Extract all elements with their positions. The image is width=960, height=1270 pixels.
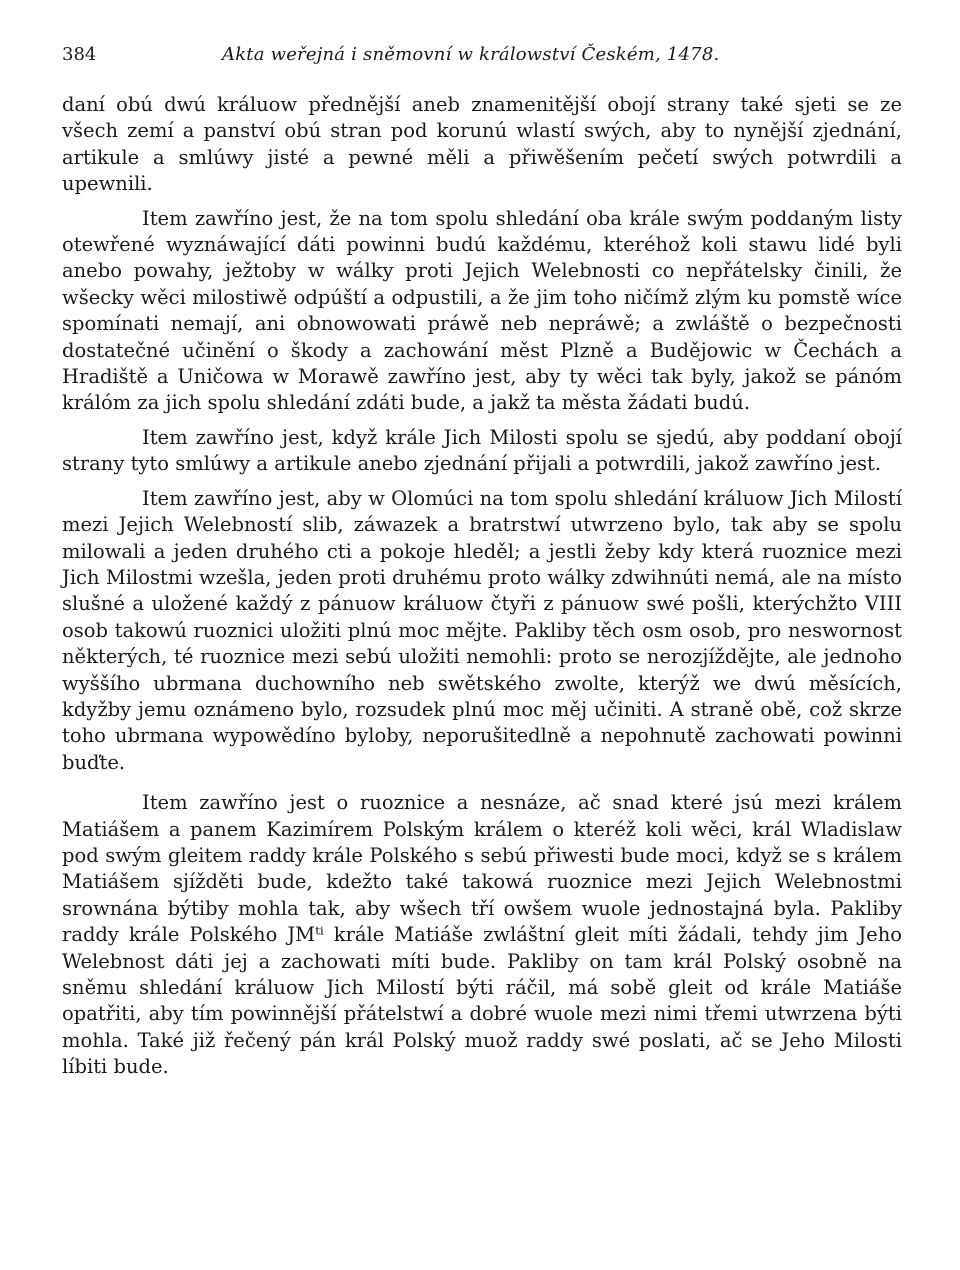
page-number: 384	[62, 44, 97, 65]
running-title: Akta weřejná i sněmovní w králowství Českém, 1478.	[222, 44, 720, 65]
paragraph-item-3: Item zawříno jest, aby w Olomúci na tom spolu shledání králuow Jich Milostí mezi Jejich Welebností slib, záwazek a bratrstwí utwrzeno bylo, tak aby se spolu milowali a jeden druhého cti a pokoje hleděl; a jestli žeby kdy která ruoznice mezi Jich Milostmi wzešla, jeden proti druhému proto wálky zdwihnúti nemá, ale na místo slušné a uložené každý z pánuow králuow čtyři z pánuow swé pošli, kterýchžto VIII osob takowú ruoznici uložiti plnú moc mějte. Pakliby těch osm osob, pro neswornost některých, té ruoznice mezi sebú uložiti nemohli: proto se nerozjíždějte, ale jednoho wyššího ubrmana duchowního neb swětského zwolte, kterýž we dwú měsících, kdyžby jemu oznámeno bylo, rozsudek plnú moc měj učiniti. A straně obě, což skrze toho ubrmana wypowědíno byloby, neporušitedlně a nepohnutě zachowati powinni buďte.	[62, 486, 902, 774]
book-page	[62, 44, 902, 1081]
paragraph-item-2: Item zawříno jest, když krále Jich Milosti spolu se sjedú, aby poddaní obojí strany tyto smlúwy a artikule anebo zjednání přijali a potwrdili, jakož zawříno jest.	[62, 425, 902, 476]
paragraph-item-1: Item zawříno jest, že na tom spolu shledání oba krále swým poddaným listy otewřené wyznáwající dáti powinni budú každému, kteréhož koli stawu lidé byli anebo powahy, ježtoby w wálky proti Jejich Welebnosti co nepřátelsky činili, že wšecky wěci milostiwě odpúští a odpustili, a že jim toho ničímž zlým ku pomstě wíce spomínati nemají, ani obnowowati práwě neb nepráwě; a zwláště o bezpečnosti dostatečné učinění o škody a zachowání měst Plzně a Budějowic w Čechách a Hradiště a Uničowa w Morawě zawříno jest, aby ty wěci tak byly, jakož se pánóm králóm za jich spolu shledání zdáti bude, a jakž ta města žádati budú.	[62, 206, 902, 415]
paragraph-item-4: Item zawříno jest o ruoznice a nesnáze, ač snad které jsú mezi králem Matiášem a panem Kazimírem Polským králem o kteréž koli wěci, král Wladislaw pod swým gleitem raddy krále Polského s sebú přiwesti bude moci, když se s králem Matiášem sjížděti bude, kdežto také takowá ruoznice mezi Jejich Welebnostmi srownána býtiby mohla tak, aby wšech tří owšem wuole jednostajná byla. Pakliby raddy krále Polského JMᵗⁱ krále Matiáše zwláštní gleit míti žádali, tehdy jim Jeho Welebnost dáti jej a zachowati míti bude. Pakliby on tam král Polský osobně na sněmu shledání králuow Jich Milostí býti ráčil, má sobě gleit od krále Matiáše opatřiti, aby tím powinnější přátelstwí a dobré wuole mezi nimi třemi utwrzena býti mohla. Také již řečený pán král Polský muož raddy swé poslati, ač se Jeho Milosti líbiti bude.	[62, 791, 902, 1079]
page-header	[62, 44, 902, 74]
paragraph-continuation: daní obú dwú králuow přednější aneb znamenitější obojí strany také sjeti se ze všech zemí a panství obú stran pod korunú wlastí swých, aby to nynější zjednání, artikule a smlúwy jisté a pewné měli a přiwěšením pečetí swých potwrdili a upewnili.	[62, 93, 902, 196]
